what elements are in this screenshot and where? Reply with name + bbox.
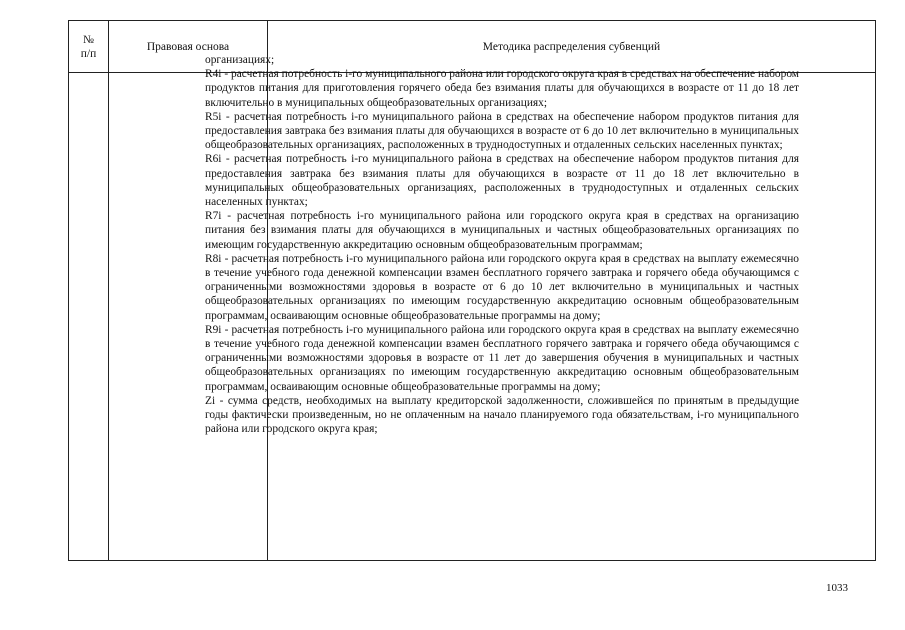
- header-legal-basis: Правовая основа: [146, 40, 230, 53]
- paragraph: R9i - расчетная потребность i-го муниципального района или городского округа края в средствах на выплату ежемесячно в течение учебного года денежной компенсации взамен бесплатного горячего завтрака и горячего обеда обучающимся с ограниченными возможностями здоровья в возрасте от 11 лет до завершения обучения в муниципальных и частных общеобразовательных организациях по имеющим государственную аккредитацию основным общеобразовательным программам, осваивающим основные общеобразовательные программы на дому;: [205, 323, 799, 393]
- paragraph: R7i - расчетная потребность i-го муниципального района или городского округа края в средствах на организацию питания без взимания платы для обучающихся в муниципальных и частных общеобразовательных организациях по имеющим государственную аккредитацию основным общеобразовательным программам;: [205, 210, 799, 251]
- paragraph: R6i - расчетная потребность i-го муниципального района в средствах на обеспечение набором продуктов питания для предоставления завтрака без взимания платы для обучающихся в возрасте от 11 до 18 лет включительно в муниципальных общеобразовательных организациях, расположенных в труднодоступных и отдаленных сельских населенных пунктах;: [205, 153, 799, 209]
- paragraph: R4i - расчетная потребность i-го муниципального района или городского округа края в средствах на обеспечение набором продуктов питания для приготовления горячего обеда без взимания платы для обучающихся в возрасте от 11 до 18 лет включительно в муниципальных общеобразовательных организациях;: [205, 68, 799, 109]
- paragraph: организациях;: [205, 54, 275, 66]
- paragraph: R5i - расчетная потребность i-го муниципального района в средствах на обеспечение набором продуктов питания для предоставления завтрака без взимания платы для обучающихся в возрасте от 6 до 10 лет включительно в муниципальных общеобразовательных организациях, расположенных в труднодоступных и отдаленных сельских населенных пунктах;: [205, 110, 799, 152]
- paragraph: R8i - расчетная потребность i-го муниципального района или городского округа края в средствах на выплату ежемесячно в течение учебного года денежной компенсации взамен бесплатного горячего завтрака и горячего обеда обучающимся с ограниченными возможностями здоровья в возрасте от 6 до 10 лет включительно в муниципальных и частных общеобразовательных организациях по имеющим государственную аккредитацию основным общеобразовательным программам, осваивающим основные общеобразовательные программы на дому;: [205, 252, 799, 322]
- column-divider: [108, 21, 109, 560]
- header-method: Методика распределения субвенций: [482, 40, 661, 53]
- page-number: 1033: [826, 582, 848, 594]
- paragraph: Zi - сумма средств, необходимых на выплату кредиторской задолженности, сложившейся по принятым в предыдущие годы фактически произведенным, но не оплаченным на начало планируемого года обязательствам, i-го муниципального района или городского округа края;: [205, 394, 799, 436]
- header-number: № п/п: [80, 33, 97, 60]
- method-cell: [205, 53, 799, 436]
